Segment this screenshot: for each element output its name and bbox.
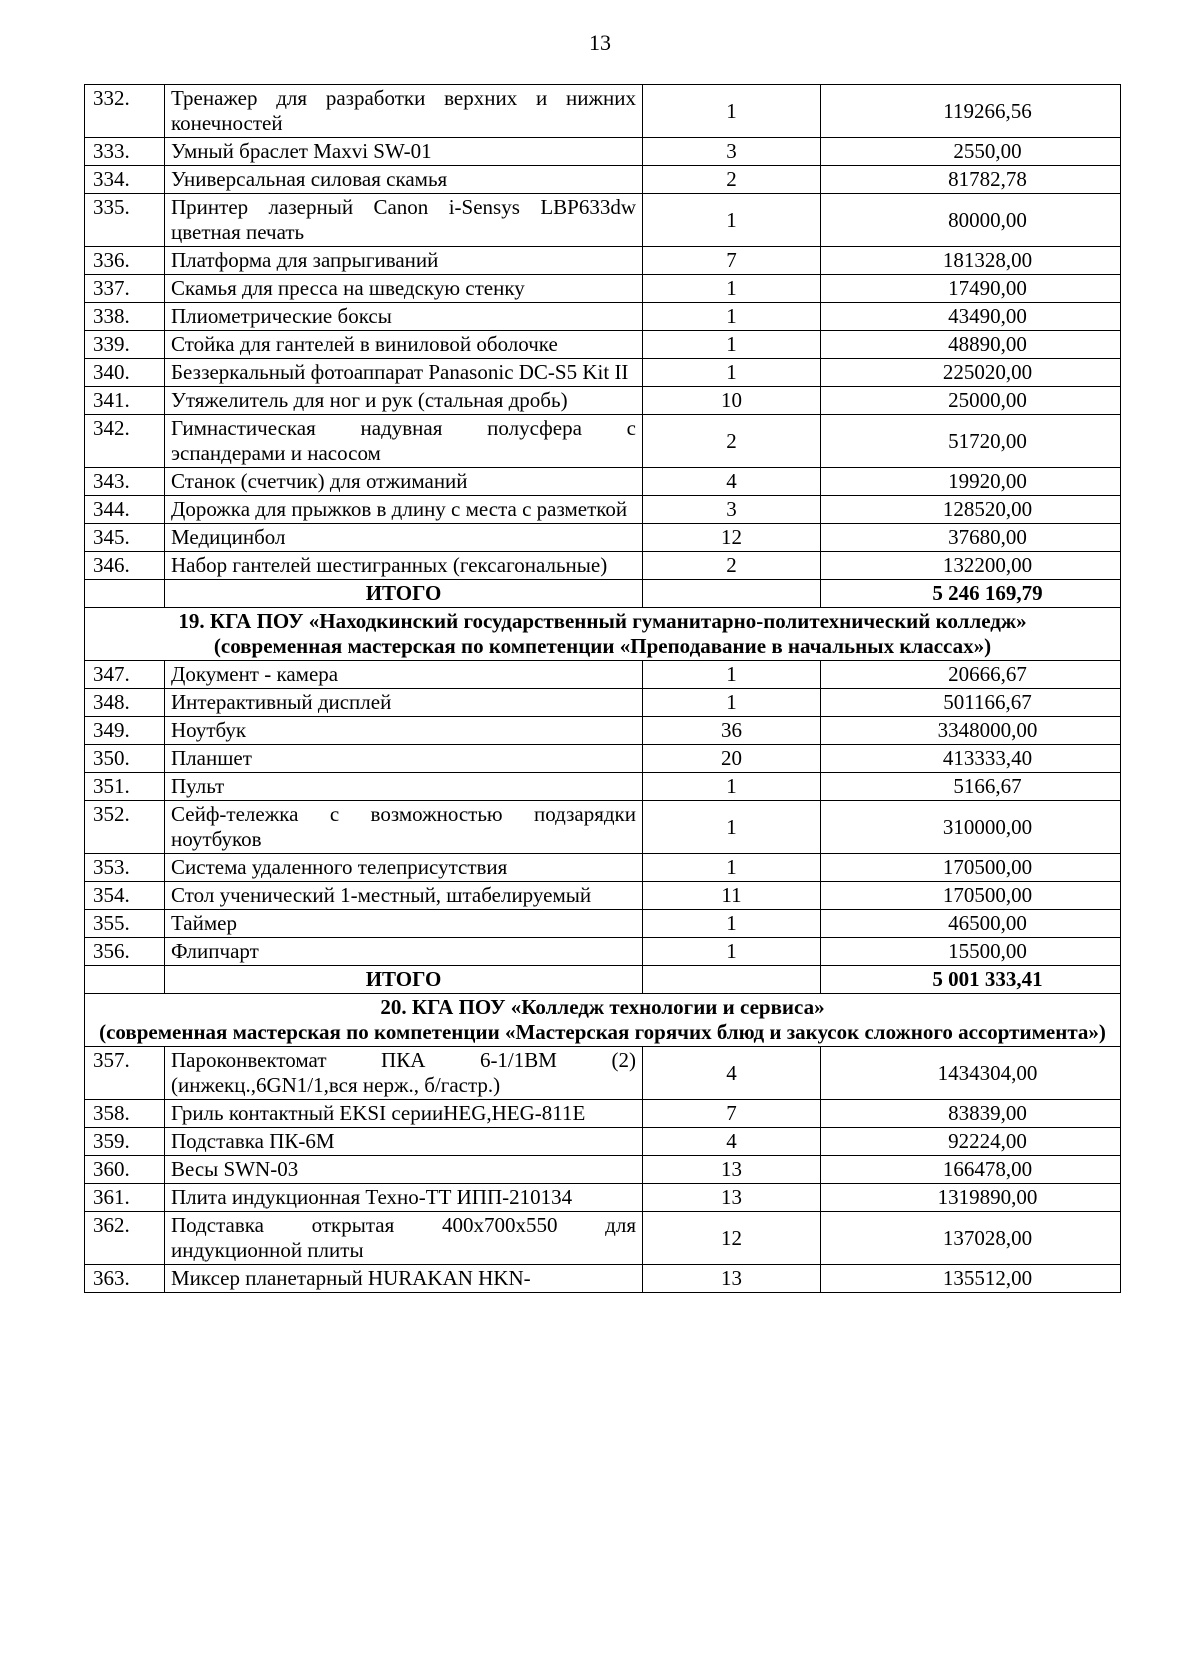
item-quantity: 1: [643, 910, 821, 938]
table-row: [85, 938, 1121, 966]
item-quantity: 1: [643, 801, 821, 854]
item-quantity: 3: [643, 138, 821, 166]
row-number: 349.: [85, 717, 165, 745]
item-quantity: 20: [643, 745, 821, 773]
empty-cell: [643, 966, 821, 994]
table-row: [85, 331, 1121, 359]
total-row: [85, 580, 1121, 608]
item-quantity: 2: [643, 415, 821, 468]
row-number: 359.: [85, 1128, 165, 1156]
row-number: 336.: [85, 247, 165, 275]
item-name: Пароконвектомат ПКА 6-1/1ВМ (2) (инжекц.,6GN1/1,вся нерж., б/гастр.): [165, 1047, 643, 1100]
section-header-row: [85, 994, 1121, 1047]
item-price: 170500,00: [821, 854, 1121, 882]
row-number: 333.: [85, 138, 165, 166]
item-name: Планшет: [165, 745, 643, 773]
item-name: Стойка для гантелей в виниловой оболочке: [165, 331, 643, 359]
table-row: [85, 496, 1121, 524]
item-name: Медицинбол: [165, 524, 643, 552]
item-quantity: 2: [643, 166, 821, 194]
item-quantity: 13: [643, 1156, 821, 1184]
item-price: 166478,00: [821, 1156, 1121, 1184]
item-price: 137028,00: [821, 1212, 1121, 1265]
row-number: 362.: [85, 1212, 165, 1265]
item-name: Дорожка для прыжков в длину с места с разметкой: [165, 496, 643, 524]
item-name: Беззеркальный фотоаппарат Panasonic DC-S5 Kit II: [165, 359, 643, 387]
item-price: 81782,78: [821, 166, 1121, 194]
item-price: 48890,00: [821, 331, 1121, 359]
item-quantity: 12: [643, 524, 821, 552]
table-row: [85, 689, 1121, 717]
row-number: 350.: [85, 745, 165, 773]
row-number: 340.: [85, 359, 165, 387]
table-row: [85, 717, 1121, 745]
item-price: 501166,67: [821, 689, 1121, 717]
item-quantity: 1: [643, 854, 821, 882]
item-name: Интерактивный дисплей: [165, 689, 643, 717]
empty-cell: [643, 580, 821, 608]
row-number: 337.: [85, 275, 165, 303]
item-price: 83839,00: [821, 1100, 1121, 1128]
row-number: 353.: [85, 854, 165, 882]
item-price: 3348000,00: [821, 717, 1121, 745]
item-name: Весы SWN-03: [165, 1156, 643, 1184]
row-number: 341.: [85, 387, 165, 415]
row-number: 348.: [85, 689, 165, 717]
table-row: [85, 415, 1121, 468]
item-name: Гимнастическая надувная полусфера с эспандерами и насосом: [165, 415, 643, 468]
section-header-row: [85, 608, 1121, 661]
row-number: 332.: [85, 85, 165, 138]
item-price: 135512,00: [821, 1265, 1121, 1293]
item-name: Тренажер для разработки верхних и нижних конечностей: [165, 85, 643, 138]
row-number: 347.: [85, 661, 165, 689]
item-name: Подставка открытая 400x700x550 для индукционной плиты: [165, 1212, 643, 1265]
item-quantity: 1: [643, 331, 821, 359]
item-quantity: 13: [643, 1184, 821, 1212]
item-price: 1434304,00: [821, 1047, 1121, 1100]
item-price: 17490,00: [821, 275, 1121, 303]
item-price: 19920,00: [821, 468, 1121, 496]
item-name: Миксер планетарный HURAKAN HKN-: [165, 1265, 643, 1293]
item-price: 5166,67: [821, 773, 1121, 801]
row-number: 335.: [85, 194, 165, 247]
item-quantity: 1: [643, 194, 821, 247]
item-price: 1319890,00: [821, 1184, 1121, 1212]
item-price: 181328,00: [821, 247, 1121, 275]
item-name: Сейф-тележка с возможностью подзарядки ноутбуков: [165, 801, 643, 854]
item-name: Плиометрические боксы: [165, 303, 643, 331]
item-quantity: 4: [643, 1047, 821, 1100]
row-number: 339.: [85, 331, 165, 359]
row-number: 358.: [85, 1100, 165, 1128]
item-name: Утяжелитель для ног и рук (стальная дробь): [165, 387, 643, 415]
item-quantity: 3: [643, 496, 821, 524]
table-row: [85, 1212, 1121, 1265]
item-name: Станок (счетчик) для отжиманий: [165, 468, 643, 496]
item-price: 413333,40: [821, 745, 1121, 773]
table-row: [85, 166, 1121, 194]
item-name: Гриль контактный EKSI серииHEG,HEG-811E: [165, 1100, 643, 1128]
table-row: [85, 1184, 1121, 1212]
section-subtitle: (современная мастерская по компетенции «Мастерская горячих блюд и закусок сложного ассортимента»): [99, 1020, 1106, 1044]
table-row: [85, 359, 1121, 387]
total-row: [85, 966, 1121, 994]
section-19-header: [85, 608, 1121, 661]
item-price: 225020,00: [821, 359, 1121, 387]
table-row: [85, 882, 1121, 910]
table-row: [85, 303, 1121, 331]
item-name: Универсальная силовая скамья: [165, 166, 643, 194]
item-quantity: 1: [643, 773, 821, 801]
item-quantity: 1: [643, 275, 821, 303]
item-quantity: 7: [643, 247, 821, 275]
table-row: [85, 1265, 1121, 1293]
empty-cell: [85, 966, 165, 994]
item-price: 20666,67: [821, 661, 1121, 689]
table-row: [85, 138, 1121, 166]
total-value: 5 246 169,79: [821, 580, 1121, 608]
item-price: 119266,56: [821, 85, 1121, 138]
item-price: 128520,00: [821, 496, 1121, 524]
row-number: 357.: [85, 1047, 165, 1100]
table-row: [85, 1100, 1121, 1128]
row-number: 345.: [85, 524, 165, 552]
table-row: [85, 194, 1121, 247]
item-quantity: 11: [643, 882, 821, 910]
row-number: 343.: [85, 468, 165, 496]
equipment-table-body: [85, 85, 1121, 1293]
item-quantity: 4: [643, 1128, 821, 1156]
item-price: 51720,00: [821, 415, 1121, 468]
empty-cell: [85, 580, 165, 608]
item-quantity: 36: [643, 717, 821, 745]
item-price: 15500,00: [821, 938, 1121, 966]
total-value: 5 001 333,41: [821, 966, 1121, 994]
item-name: Умный браслет Maxvi SW-01: [165, 138, 643, 166]
item-name: Таймер: [165, 910, 643, 938]
row-number: 355.: [85, 910, 165, 938]
table-row: [85, 1156, 1121, 1184]
table-row: [85, 773, 1121, 801]
item-price: 92224,00: [821, 1128, 1121, 1156]
item-quantity: 7: [643, 1100, 821, 1128]
item-name: Подставка ПК-6М: [165, 1128, 643, 1156]
equipment-table: [84, 84, 1121, 1293]
item-price: 170500,00: [821, 882, 1121, 910]
table-row: [85, 661, 1121, 689]
item-name: Система удаленного телеприсутствия: [165, 854, 643, 882]
item-name: Ноутбук: [165, 717, 643, 745]
table-row: [85, 247, 1121, 275]
total-label: ИТОГО: [165, 580, 643, 608]
item-quantity: 1: [643, 938, 821, 966]
table-row: [85, 910, 1121, 938]
item-name: Флипчарт: [165, 938, 643, 966]
table-row: [85, 387, 1121, 415]
item-quantity: 1: [643, 689, 821, 717]
item-name: Скамья для пресса на шведскую стенку: [165, 275, 643, 303]
table-row: [85, 468, 1121, 496]
item-price: 310000,00: [821, 801, 1121, 854]
row-number: 354.: [85, 882, 165, 910]
item-quantity: 13: [643, 1265, 821, 1293]
section-20-header: [85, 994, 1121, 1047]
row-number: 361.: [85, 1184, 165, 1212]
row-number: 351.: [85, 773, 165, 801]
table-row: [85, 745, 1121, 773]
item-name: Пульт: [165, 773, 643, 801]
item-name: Плита индукционная Техно-ТТ ИПП-210134: [165, 1184, 643, 1212]
row-number: 344.: [85, 496, 165, 524]
section-subtitle: (современная мастерская по компетенции «Преподавание в начальных классах»): [213, 634, 992, 658]
item-quantity: 4: [643, 468, 821, 496]
item-price: 43490,00: [821, 303, 1121, 331]
table-row: [85, 552, 1121, 580]
row-number: 338.: [85, 303, 165, 331]
section-title: 20. КГА ПОУ «Колледж технологии и сервиса»: [380, 995, 825, 1019]
table-row: [85, 1128, 1121, 1156]
item-name: Принтер лазерный Canon i-Sensys LBP633dw цветная печать: [165, 194, 643, 247]
table-row: [85, 275, 1121, 303]
item-quantity: 1: [643, 359, 821, 387]
item-name: Набор гантелей шестигранных (гексагональные): [165, 552, 643, 580]
table-row: [85, 801, 1121, 854]
item-price: 25000,00: [821, 387, 1121, 415]
row-number: 363.: [85, 1265, 165, 1293]
row-number: 342.: [85, 415, 165, 468]
table-row: [85, 1047, 1121, 1100]
item-price: 2550,00: [821, 138, 1121, 166]
item-price: 132200,00: [821, 552, 1121, 580]
item-quantity: 10: [643, 387, 821, 415]
item-price: 46500,00: [821, 910, 1121, 938]
table-row: [85, 854, 1121, 882]
item-name: Стол ученический 1-местный, штабелируемый: [165, 882, 643, 910]
item-quantity: 1: [643, 85, 821, 138]
row-number: 356.: [85, 938, 165, 966]
table-row: [85, 524, 1121, 552]
item-price: 37680,00: [821, 524, 1121, 552]
item-quantity: 1: [643, 303, 821, 331]
row-number: 352.: [85, 801, 165, 854]
row-number: 334.: [85, 166, 165, 194]
item-quantity: 12: [643, 1212, 821, 1265]
item-quantity: 1: [643, 661, 821, 689]
row-number: 360.: [85, 1156, 165, 1184]
row-number: 346.: [85, 552, 165, 580]
item-quantity: 2: [643, 552, 821, 580]
page-number: 13: [589, 30, 611, 55]
table-row: [85, 85, 1121, 138]
item-name: Платформа для запрыгиваний: [165, 247, 643, 275]
section-title: 19. КГА ПОУ «Находкинский государственный гуманитарно-политехнический колледж»: [178, 609, 1027, 633]
total-label: ИТОГО: [165, 966, 643, 994]
item-price: 80000,00: [821, 194, 1121, 247]
item-name: Документ - камера: [165, 661, 643, 689]
